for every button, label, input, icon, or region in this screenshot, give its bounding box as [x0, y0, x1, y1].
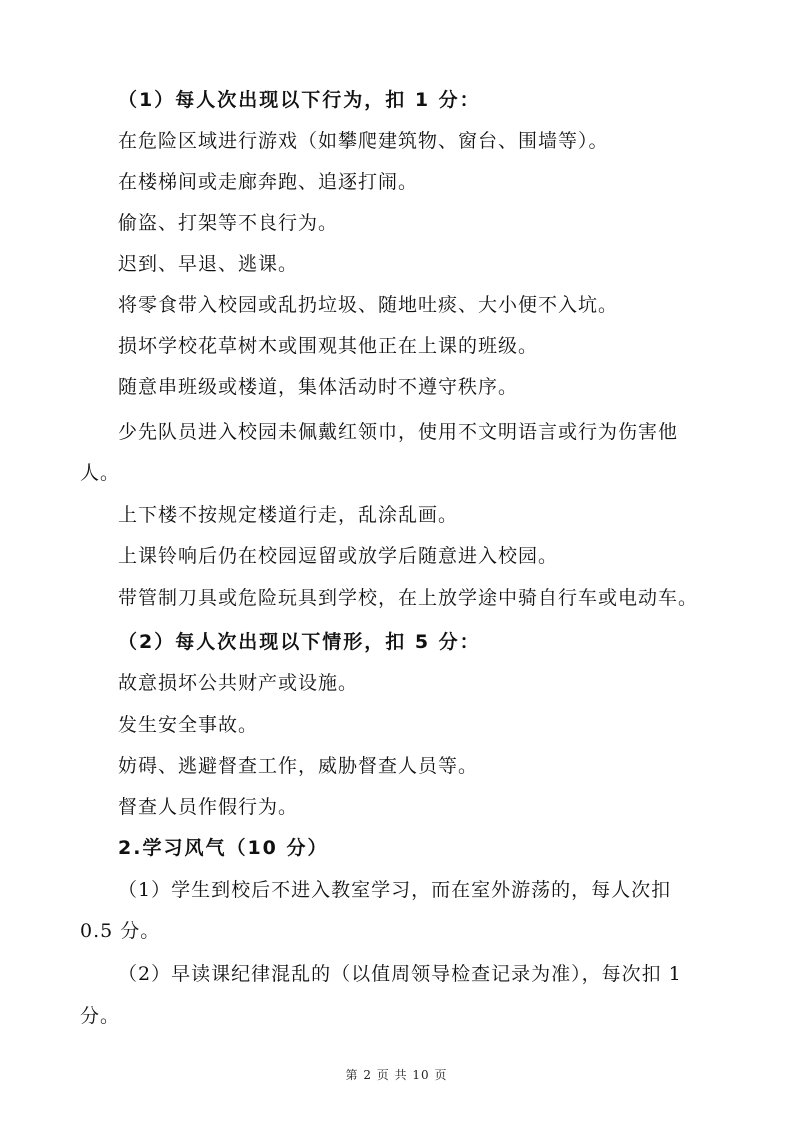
section-heading-deduct-5: （2）每人次出现以下情形，扣 5 分：: [118, 631, 481, 653]
rule-item: 妨碍、逃避督查工作，威胁督查人员等。: [118, 755, 479, 777]
rule-item: 将零食带入校园或乱扔垃圾、随地吐痰、大小便不入坑。: [118, 294, 619, 316]
rule-item: 迟到、早退、逃课。: [118, 253, 299, 275]
rule-item: 上下楼不按规定楼道行走，乱涂乱画。: [118, 504, 459, 526]
rule-item: 偷盗、打架等不良行为。: [118, 212, 339, 234]
rule-item: （1）学生到校后不进入教室学习，而在室外游荡的，每人次扣: [118, 879, 672, 901]
rule-item: 督查人员作假行为。: [118, 796, 299, 818]
rule-item: 上课铃响后仍在校园逗留或放学后随意进入校园。: [118, 545, 559, 567]
page-footer: 第 2 页 共 10 页: [345, 1068, 448, 1082]
section-heading-study-atmosphere: 2.学习风气（10 分）: [118, 837, 329, 859]
rule-item-continuation: 0.5 分。: [80, 920, 161, 942]
section-heading-deduct-1: （1）每人次出现以下行为，扣 1 分：: [118, 89, 481, 111]
rule-item: 少先队员进入校园未佩戴红领巾，使用不文明语言或行为伤害他: [118, 421, 679, 443]
rule-item: 随意串班级或楼道，集体活动时不遵守秩序。: [118, 376, 519, 398]
rule-item: 故意损坏公共财产或设施。: [118, 672, 359, 694]
rule-item: 损坏学校花草树木或围观其他正在上课的班级。: [118, 335, 539, 357]
rule-item-continuation: 人。: [80, 462, 121, 484]
rule-item: （2）早读课纪律混乱的（以值周领导检查记录为准），每次扣 1: [118, 963, 682, 985]
rule-item: 发生安全事故。: [118, 714, 259, 736]
rule-item: 带管制刀具或危险玩具到学校，在上放学途中骑自行车或电动车。: [118, 587, 699, 609]
rule-item: 在楼梯间或走廊奔跑、追逐打闹。: [118, 171, 419, 193]
rule-item-continuation: 分。: [80, 1005, 121, 1027]
rule-item: 在危险区域进行游戏（如攀爬建筑物、窗台、围墙等）。: [118, 130, 609, 152]
